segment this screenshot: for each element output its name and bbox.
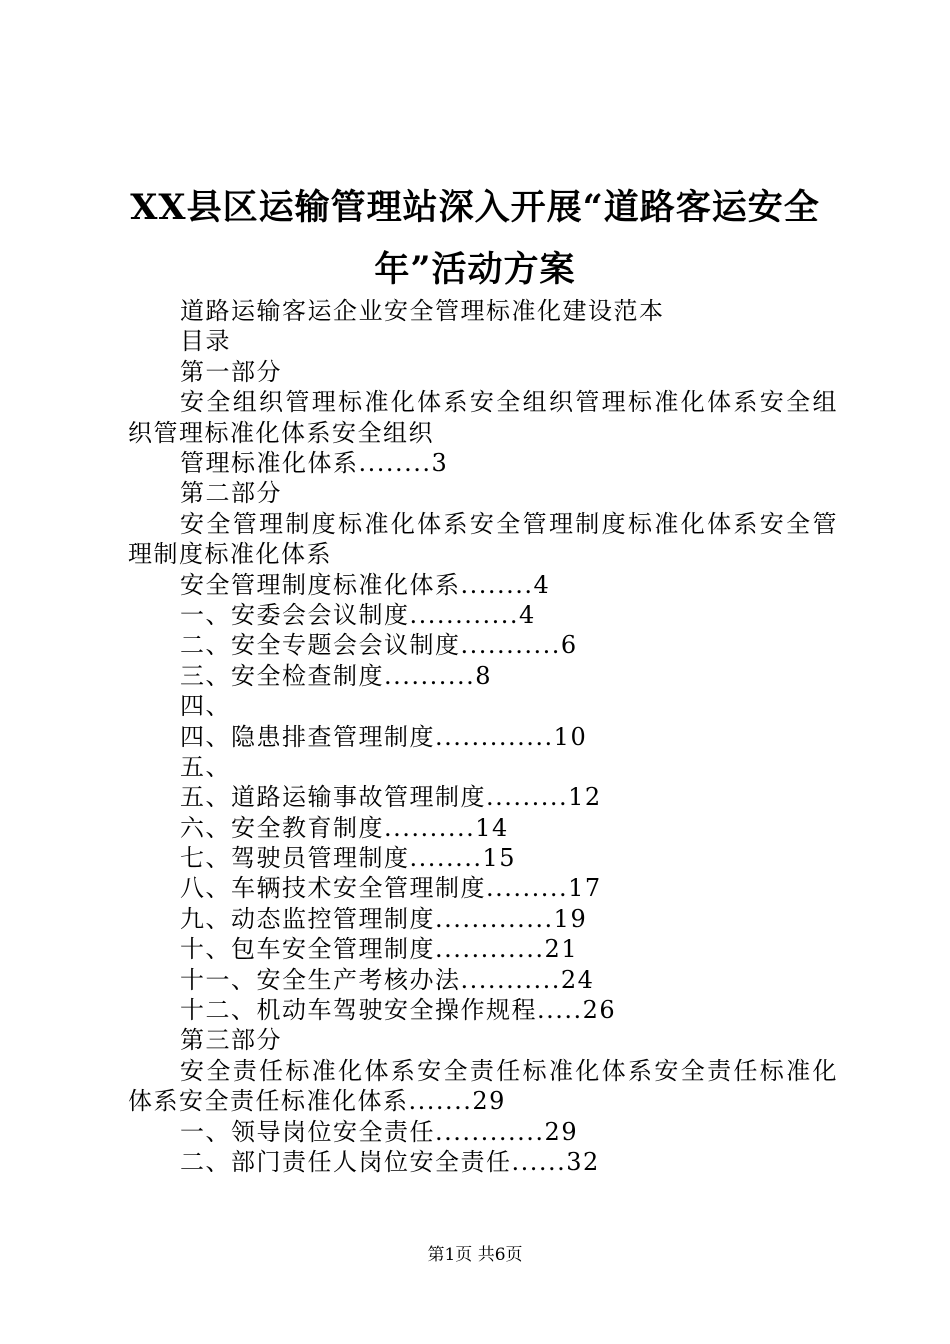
document-line: 第二部分 bbox=[180, 479, 282, 508]
document-line: 三、安全检查制度..........8 bbox=[180, 661, 493, 690]
document-line: 二、安全专题会会议制度...........6 bbox=[180, 631, 578, 660]
document-line: 十、包车安全管理制度............21 bbox=[180, 935, 579, 964]
document-line: 安全管理制度标准化体系安全管理制度标准化体系安全管理制度标准化体系 bbox=[128, 509, 838, 569]
document-line: 八、车辆技术安全管理制度.........17 bbox=[180, 874, 602, 903]
document-line: 四、 bbox=[180, 692, 231, 721]
document-line: 十一、安全生产考核办法...........24 bbox=[180, 965, 595, 994]
document-line: 一、领导岗位安全责任............29 bbox=[180, 1117, 579, 1146]
document-line: 二、部门责任人岗位安全责任......32 bbox=[180, 1148, 600, 1177]
document-line: 六、安全教育制度..........14 bbox=[180, 813, 509, 842]
document-line: 目录 bbox=[180, 327, 231, 356]
document-line: 管理标准化体系........3 bbox=[180, 448, 449, 477]
document-line: 四、隐患排查管理制度.............10 bbox=[180, 722, 588, 751]
document-body bbox=[128, 296, 838, 1177]
document-title-line-2: 年”活动方案 bbox=[374, 249, 576, 290]
document-line: 第三部分 bbox=[180, 1026, 282, 1055]
document-line: 第一部分 bbox=[180, 357, 282, 386]
document-line: 五、 bbox=[180, 752, 231, 781]
document-line: 九、动态监控管理制度.............19 bbox=[180, 904, 588, 933]
document-line: 安全组织管理标准化体系安全组织管理标准化体系安全组织管理标准化体系安全组织 bbox=[128, 388, 838, 447]
document-line: 五、道路运输事故管理制度.........12 bbox=[180, 783, 602, 812]
page-footer: 第1页 共6页 bbox=[427, 1245, 523, 1265]
document-line: 十二、机动车驾驶安全操作规程.....26 bbox=[180, 996, 617, 1025]
document-line: 道路运输客运企业安全管理标准化建设范本 bbox=[180, 297, 665, 325]
document-line: 一、安委会会议制度............4 bbox=[180, 600, 536, 629]
document-line: 安全责任标准化体系安全责任标准化体系安全责任标准化体系安全责任标准化体系.......29 bbox=[128, 1056, 838, 1116]
document-line: 安全管理制度标准化体系........4 bbox=[180, 570, 551, 599]
document-line: 七、驾驶员管理制度........15 bbox=[180, 844, 517, 873]
document-title-line-1: XX县区运输管理站深入开展“道路客运安全 bbox=[130, 187, 820, 228]
